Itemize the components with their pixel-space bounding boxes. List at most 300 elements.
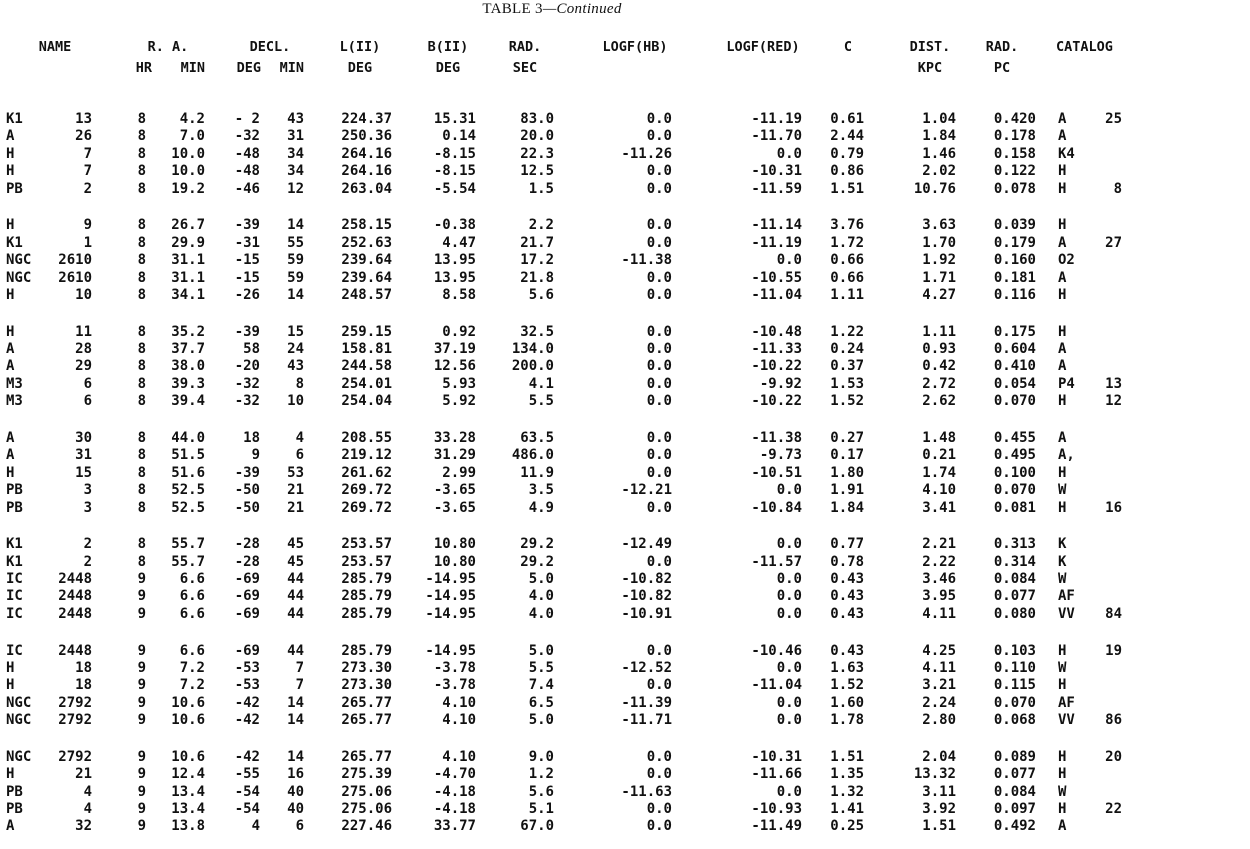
- radius-sec: 4.1: [528, 375, 554, 392]
- ra-minutes: 31.1: [171, 269, 205, 286]
- b2-degrees: 4.47: [442, 234, 476, 251]
- c-value: 1.51: [830, 180, 864, 197]
- c-value: 1.91: [830, 482, 864, 499]
- l2-degrees: 239.64: [341, 252, 392, 269]
- object-number: 30: [75, 429, 92, 446]
- c-value: 0.61: [830, 111, 864, 127]
- b2-degrees: -14.95: [425, 605, 476, 622]
- catalog-number: 19: [1105, 642, 1122, 659]
- decl-degrees: -20: [234, 358, 260, 375]
- object-number: 2: [83, 180, 92, 197]
- distance-kpc: 3.46: [922, 571, 956, 587]
- l2-degrees: 275.06: [341, 783, 392, 800]
- ra-hours: 8: [137, 111, 146, 127]
- radius-sec: 63.5: [520, 429, 554, 446]
- logf-red: 0.0: [776, 605, 802, 622]
- b2-degrees: 2.99: [442, 464, 476, 481]
- object-prefix: NGC: [6, 694, 32, 711]
- object-prefix: K1: [6, 234, 23, 251]
- ra-hours: 9: [137, 748, 146, 765]
- l2-degrees: 265.77: [341, 748, 392, 765]
- b2-degrees: 4.10: [442, 748, 476, 765]
- logf-hb: 0.0: [646, 464, 672, 481]
- object-number: 2792: [58, 694, 92, 711]
- logf-red: 0.0: [776, 482, 802, 499]
- catalog-code: A: [1058, 429, 1067, 446]
- decl-minutes: 40: [287, 801, 304, 817]
- l2-degrees: 273.30: [341, 659, 392, 676]
- c-value: 1.35: [830, 766, 864, 783]
- object-number: 6: [83, 393, 92, 410]
- ra-hours: 8: [137, 145, 146, 162]
- table-row: [0, 481, 1250, 499]
- radius-pc: 0.089: [993, 748, 1036, 765]
- ra-hours: 9: [137, 783, 146, 800]
- l2-degrees: 158.81: [341, 341, 392, 357]
- catalog-number: 8: [1113, 180, 1122, 197]
- ra-minutes: 7.0: [179, 128, 205, 145]
- radius-sec: 32.5: [520, 323, 554, 340]
- decl-degrees: -42: [234, 712, 260, 729]
- ra-minutes: 13.4: [171, 783, 205, 800]
- table-row: [0, 234, 1250, 252]
- radius-sec: 22.3: [520, 145, 554, 162]
- decl-minutes: 14: [287, 286, 304, 303]
- radius-sec: 4.0: [528, 605, 554, 622]
- ra-hours: 8: [137, 499, 146, 516]
- object-prefix: NGC: [6, 712, 32, 729]
- c-value: 2.44: [830, 128, 864, 145]
- l2-degrees: 285.79: [341, 605, 392, 622]
- c-value: 0.24: [830, 341, 864, 357]
- logf-hb: 0.0: [646, 358, 672, 375]
- radius-sec: 17.2: [520, 252, 554, 269]
- decl-minutes: 7: [295, 659, 304, 676]
- radius-pc: 0.313: [993, 536, 1036, 553]
- logf-hb: -12.49: [621, 536, 672, 553]
- decl-degrees: -32: [234, 375, 260, 392]
- l2-degrees: 253.57: [341, 553, 392, 570]
- object-prefix: A: [6, 818, 15, 835]
- object-number: 32: [75, 818, 92, 835]
- catalog-code: H: [1058, 642, 1067, 659]
- radius-pc: 0.122: [993, 163, 1036, 180]
- b2-degrees: -4.70: [433, 766, 476, 783]
- logf-hb: 0.0: [646, 748, 672, 765]
- catalog-code: W: [1058, 659, 1067, 676]
- object-prefix: H: [6, 323, 15, 340]
- object-number: 9: [83, 217, 92, 234]
- ra-minutes: 29.9: [171, 234, 205, 251]
- distance-kpc: 2.22: [922, 553, 956, 570]
- ra-hours: 8: [137, 269, 146, 286]
- decl-minutes: 34: [287, 163, 304, 180]
- radius-sec: 134.0: [511, 341, 554, 357]
- distance-kpc: 2.72: [922, 375, 956, 392]
- ra-hours: 9: [137, 801, 146, 817]
- distance-kpc: 2.02: [922, 163, 956, 180]
- ra-minutes: 6.6: [179, 605, 205, 622]
- logf-hb: 0.0: [646, 429, 672, 446]
- b2-degrees: 10.80: [433, 553, 476, 570]
- radius-sec: 200.0: [511, 358, 554, 375]
- b2-degrees: -3.65: [433, 482, 476, 499]
- logf-red: -11.57: [751, 553, 802, 570]
- l2-degrees: 227.46: [341, 818, 392, 835]
- table-row: [0, 553, 1250, 571]
- distance-kpc: 2.24: [922, 694, 956, 711]
- catalog-code: K: [1058, 536, 1067, 553]
- distance-kpc: 3.41: [922, 499, 956, 516]
- ra-minutes: 34.1: [171, 286, 205, 303]
- radius-sec: 486.0: [511, 447, 554, 464]
- catalog-number: 20: [1105, 748, 1122, 765]
- table-row: [0, 180, 1250, 198]
- decl-degrees: 9: [251, 447, 260, 464]
- table-row: [0, 216, 1250, 234]
- table-row: [0, 587, 1250, 605]
- table-row: [0, 676, 1250, 694]
- catalog-code: H: [1058, 464, 1067, 481]
- ra-minutes: 7.2: [179, 677, 205, 694]
- decl-minutes: 44: [287, 642, 304, 659]
- logf-hb: 0.0: [646, 217, 672, 234]
- ra-hours: 8: [137, 252, 146, 269]
- ra-hours: 8: [137, 163, 146, 180]
- table-row: [0, 765, 1250, 783]
- table-title: TABLE 3: [482, 1, 543, 17]
- logf-red: -11.14: [751, 217, 802, 234]
- table-row: [0, 570, 1250, 588]
- decl-minutes: 55: [287, 234, 304, 251]
- radius-sec: 1.5: [528, 180, 554, 197]
- b2-degrees: -3.78: [433, 659, 476, 676]
- object-number: 3: [83, 482, 92, 499]
- decl-minutes: 12: [287, 180, 304, 197]
- ra-hours: 9: [137, 766, 146, 783]
- decl-degrees: -15: [234, 252, 260, 269]
- logf-hb: 0.0: [646, 375, 672, 392]
- distance-kpc: 0.21: [922, 447, 956, 464]
- catalog-code: H: [1058, 163, 1067, 180]
- logf-red: -11.04: [751, 677, 802, 694]
- decl-minutes: 43: [287, 358, 304, 375]
- decl-degrees: -28: [234, 536, 260, 553]
- object-number: 4: [83, 783, 92, 800]
- radius-pc: 0.179: [993, 234, 1036, 251]
- ra-hours: 8: [137, 341, 146, 357]
- decl-degrees: -69: [234, 642, 260, 659]
- ra-hours: 8: [137, 429, 146, 446]
- ra-minutes: 4.2: [179, 111, 205, 127]
- b2-degrees: 0.92: [442, 323, 476, 340]
- distance-kpc: 4.11: [922, 605, 956, 622]
- b2-degrees: -4.18: [433, 783, 476, 800]
- ra-hours: 8: [137, 323, 146, 340]
- logf-red: -10.84: [751, 499, 802, 516]
- ra-hours: 9: [137, 588, 146, 605]
- distance-kpc: 1.11: [922, 323, 956, 340]
- l2-degrees: 252.63: [341, 234, 392, 251]
- radius-sec: 11.9: [520, 464, 554, 481]
- decl-minutes: 59: [287, 269, 304, 286]
- logf-hb: 0.0: [646, 111, 672, 127]
- catalog-number: 25: [1105, 111, 1122, 127]
- radius-sec: 20.0: [520, 128, 554, 145]
- radius-pc: 0.070: [993, 694, 1036, 711]
- object-number: 2792: [58, 712, 92, 729]
- l2-degrees: 259.15: [341, 323, 392, 340]
- object-number: 2448: [58, 642, 92, 659]
- radius-pc: 0.077: [993, 588, 1036, 605]
- radius-sec: 29.2: [520, 536, 554, 553]
- radius-pc: 0.084: [993, 571, 1036, 587]
- decl-degrees: 4: [251, 818, 260, 835]
- radius-pc: 0.495: [993, 447, 1036, 464]
- b2-degrees: -5.54: [433, 180, 476, 197]
- logf-red: 0.0: [776, 145, 802, 162]
- radius-sec: 21.8: [520, 269, 554, 286]
- logf-hb: 0.0: [646, 163, 672, 180]
- radius-sec: 29.2: [520, 553, 554, 570]
- object-number: 1: [83, 234, 92, 251]
- ra-minutes: 31.1: [171, 252, 205, 269]
- l2-degrees: 264.16: [341, 163, 392, 180]
- l2-degrees: 239.64: [341, 269, 392, 286]
- object-number: 26: [75, 128, 92, 145]
- table-row: [0, 286, 1250, 304]
- l2-degrees: 285.79: [341, 571, 392, 587]
- catalog-code: H: [1058, 393, 1067, 410]
- object-prefix: H: [6, 145, 15, 162]
- radius-pc: 0.054: [993, 375, 1036, 392]
- decl-degrees: -53: [234, 677, 260, 694]
- radius-sec: 5.5: [528, 393, 554, 410]
- object-prefix: PB: [6, 801, 23, 817]
- logf-red: 0.0: [776, 571, 802, 587]
- b2-degrees: 33.28: [433, 429, 476, 446]
- logf-red: -10.51: [751, 464, 802, 481]
- logf-hb: -11.71: [621, 712, 672, 729]
- object-prefix: IC: [6, 571, 23, 587]
- radius-pc: 0.068: [993, 712, 1036, 729]
- ra-minutes: 44.0: [171, 429, 205, 446]
- l2-degrees: 244.58: [341, 358, 392, 375]
- logf-red: -11.66: [751, 766, 802, 783]
- b2-degrees: -4.18: [433, 801, 476, 817]
- c-value: 0.79: [830, 145, 864, 162]
- ra-minutes: 10.6: [171, 694, 205, 711]
- distance-kpc: 1.84: [922, 128, 956, 145]
- object-number: 6: [83, 375, 92, 392]
- decl-degrees: 58: [243, 341, 260, 357]
- distance-kpc: 3.95: [922, 588, 956, 605]
- radius-pc: 0.175: [993, 323, 1036, 340]
- radius-sec: 9.0: [528, 748, 554, 765]
- ra-minutes: 52.5: [171, 482, 205, 499]
- ra-hours: 8: [137, 358, 146, 375]
- c-value: 1.22: [830, 323, 864, 340]
- catalog-code: H: [1058, 748, 1067, 765]
- l2-degrees: 275.39: [341, 766, 392, 783]
- object-number: 2792: [58, 748, 92, 765]
- table-row: [0, 605, 1250, 623]
- b2-degrees: -8.15: [433, 145, 476, 162]
- radius-pc: 0.039: [993, 217, 1036, 234]
- object-prefix: PB: [6, 482, 23, 499]
- logf-red: -10.93: [751, 801, 802, 817]
- logf-red: -10.22: [751, 358, 802, 375]
- header-name: NAME: [38, 39, 72, 55]
- logf-red: -11.19: [751, 111, 802, 127]
- ra-hours: 9: [137, 605, 146, 622]
- ra-minutes: 10.0: [171, 163, 205, 180]
- logf-hb: 0.0: [646, 128, 672, 145]
- logf-red: 0.0: [776, 536, 802, 553]
- object-number: 15: [75, 464, 92, 481]
- b2-degrees: 33.77: [433, 818, 476, 835]
- object-prefix: H: [6, 464, 15, 481]
- logf-hb: 0.0: [646, 677, 672, 694]
- object-prefix: H: [6, 659, 15, 676]
- decl-minutes: 21: [287, 482, 304, 499]
- table-row: [0, 323, 1250, 341]
- decl-minutes: 34: [287, 145, 304, 162]
- decl-minutes: 43: [287, 111, 304, 127]
- catalog-code: H: [1058, 499, 1067, 516]
- object-prefix: M3: [6, 375, 23, 392]
- object-number: 2448: [58, 605, 92, 622]
- c-value: 1.53: [830, 375, 864, 392]
- header-catalog: CATALOG: [1056, 39, 1113, 55]
- logf-red: 0.0: [776, 588, 802, 605]
- radius-sec: 4.9: [528, 499, 554, 516]
- distance-kpc: 13.32: [913, 766, 956, 783]
- c-value: 1.84: [830, 499, 864, 516]
- decl-degrees: -26: [234, 286, 260, 303]
- decl-degrees: -32: [234, 393, 260, 410]
- object-prefix: A: [6, 358, 15, 375]
- radius-pc: 0.181: [993, 269, 1036, 286]
- ra-hours: 8: [137, 553, 146, 570]
- ra-minutes: 6.6: [179, 571, 205, 587]
- c-value: 0.43: [830, 605, 864, 622]
- radius-pc: 0.604: [993, 341, 1036, 357]
- catalog-code: A,: [1058, 447, 1075, 464]
- l2-degrees: 248.57: [341, 286, 392, 303]
- distance-kpc: 1.48: [922, 429, 956, 446]
- ra-hours: 8: [137, 217, 146, 234]
- radius-pc: 0.078: [993, 180, 1036, 197]
- object-number: 2: [83, 536, 92, 553]
- b2-degrees: -14.95: [425, 588, 476, 605]
- radius-pc: 0.084: [993, 783, 1036, 800]
- logf-hb: 0.0: [646, 447, 672, 464]
- logf-red: -11.38: [751, 429, 802, 446]
- distance-kpc: 2.62: [922, 393, 956, 410]
- ra-minutes: 6.6: [179, 642, 205, 659]
- ra-minutes: 10.0: [171, 145, 205, 162]
- decl-degrees: -42: [234, 694, 260, 711]
- header-rad-sec-unit: SEC: [512, 60, 538, 76]
- object-number: 28: [75, 341, 92, 357]
- distance-kpc: 4.27: [922, 286, 956, 303]
- header-l2-unit: DEG: [347, 60, 373, 76]
- table-row: [0, 642, 1250, 660]
- c-value: 0.27: [830, 429, 864, 446]
- header-rad-pc: RAD.: [985, 39, 1019, 55]
- ra-hours: 8: [137, 128, 146, 145]
- object-number: 18: [75, 677, 92, 694]
- decl-minutes: 44: [287, 571, 304, 587]
- logf-hb: 0.0: [646, 286, 672, 303]
- radius-sec: 5.0: [528, 712, 554, 729]
- logf-red: -10.48: [751, 323, 802, 340]
- logf-red: -11.70: [751, 128, 802, 145]
- object-number: 2: [83, 553, 92, 570]
- l2-degrees: 285.79: [341, 588, 392, 605]
- table-row: [0, 446, 1250, 464]
- distance-kpc: 0.93: [922, 341, 956, 357]
- logf-hb: -12.21: [621, 482, 672, 499]
- logf-hb: 0.0: [646, 234, 672, 251]
- catalog-number: 86: [1105, 712, 1122, 729]
- table-row: [0, 357, 1250, 375]
- object-prefix: NGC: [6, 269, 32, 286]
- header-dist: DIST.: [909, 39, 951, 55]
- table-row: [0, 269, 1250, 287]
- decl-degrees: -39: [234, 464, 260, 481]
- table-row: [0, 251, 1250, 269]
- catalog-code: A: [1058, 111, 1067, 127]
- radius-sec: 6.5: [528, 694, 554, 711]
- decl-minutes: 24: [287, 341, 304, 357]
- header-b2-unit: DEG: [435, 60, 461, 76]
- catalog-number: 84: [1105, 605, 1122, 622]
- object-prefix: K1: [6, 536, 23, 553]
- radius-sec: 1.2: [528, 766, 554, 783]
- catalog-code: K4: [1058, 145, 1075, 162]
- ra-minutes: 7.2: [179, 659, 205, 676]
- b2-degrees: 4.10: [442, 712, 476, 729]
- ra-minutes: 51.6: [171, 464, 205, 481]
- c-value: 1.72: [830, 234, 864, 251]
- table-row: [0, 392, 1250, 410]
- header-logf-red: LOGF(RED): [726, 39, 800, 55]
- object-prefix: H: [6, 286, 15, 303]
- object-number: 13: [75, 111, 92, 127]
- ra-minutes: 26.7: [171, 217, 205, 234]
- decl-degrees: -31: [234, 234, 260, 251]
- radius-sec: 5.6: [528, 783, 554, 800]
- decl-minutes: 44: [287, 605, 304, 622]
- l2-degrees: 273.30: [341, 677, 392, 694]
- l2-degrees: 265.77: [341, 694, 392, 711]
- logf-red: 0.0: [776, 659, 802, 676]
- radius-sec: 83.0: [520, 111, 554, 127]
- l2-degrees: 264.16: [341, 145, 392, 162]
- radius-sec: 2.2: [528, 217, 554, 234]
- radius-pc: 0.115: [993, 677, 1036, 694]
- distance-kpc: 3.21: [922, 677, 956, 694]
- object-number: 10: [75, 286, 92, 303]
- c-value: 0.37: [830, 358, 864, 375]
- decl-minutes: 45: [287, 536, 304, 553]
- header-b2: B(II): [427, 39, 469, 55]
- distance-kpc: 3.11: [922, 783, 956, 800]
- ra-hours: 8: [137, 482, 146, 499]
- l2-degrees: 208.55: [341, 429, 392, 446]
